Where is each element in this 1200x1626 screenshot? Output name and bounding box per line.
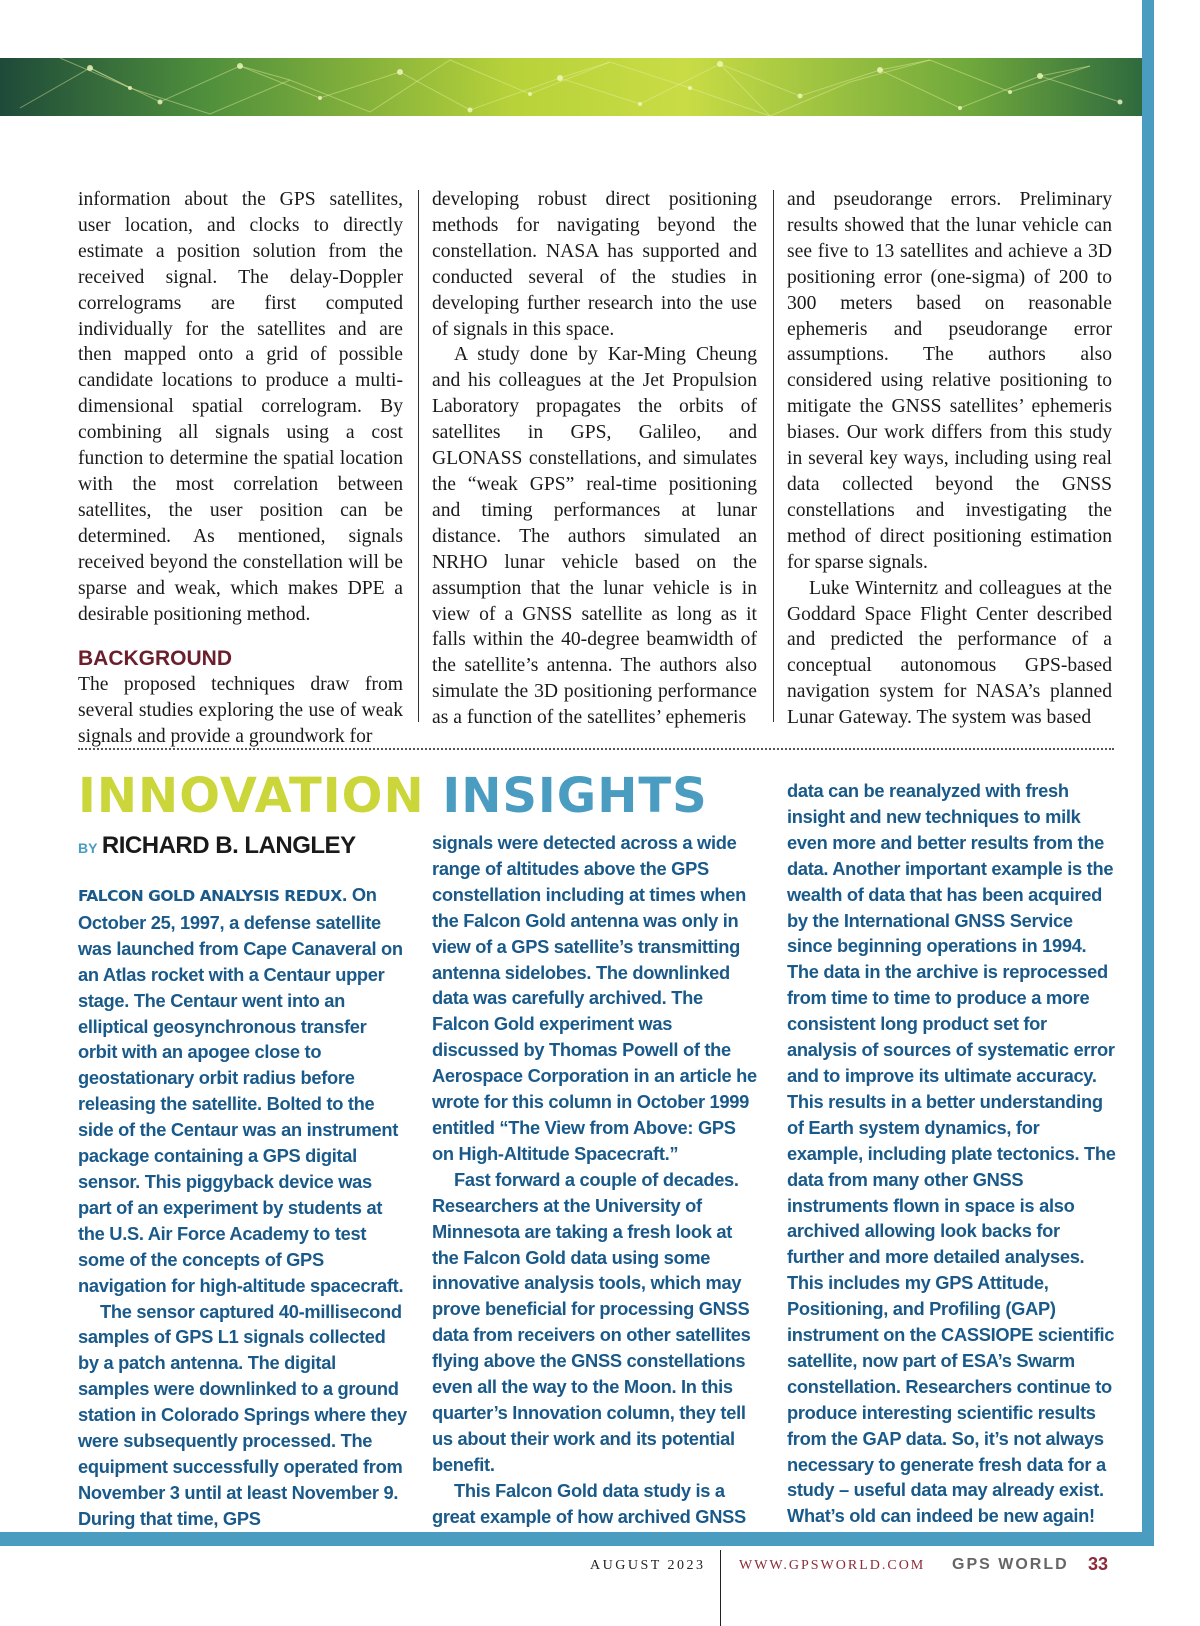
issue-date: AUGUST 2023 xyxy=(590,1558,706,1573)
section-separator xyxy=(78,748,1114,750)
byline-prefix: BY xyxy=(78,840,98,856)
paragraph: The proposed techniques draw from several studies exploring the use of weak signals and provide a groundwork for xyxy=(78,674,403,748)
header-decorative-band xyxy=(0,58,1142,116)
article-column-3 xyxy=(787,187,1112,727)
article-column-1 xyxy=(78,187,403,748)
paragraph: A study done by Kar-Ming Cheung and his colleagues at the Jet Propulsion Laboratory propagates the orbits of satellites in GPS, Galileo, and GLONASS constellations, and simulates the “weak GPS” real-time positioning and timing performances at lunar distance. The authors simulated an NRHO lunar vehicle based on the assumption that the lunar vehicle is in view of a GNSS satellite as long as it falls within the 40-degree beamwidth of the satellite’s antenna. The authors also simulate the 3D positioning performance as a function of the satellites’ ephemeris xyxy=(432,344,757,729)
byline xyxy=(78,832,356,860)
paragraph: data can be reanalyzed with fresh insight and new techniques to milk even more and better results from the data. Another important example is the wealth of data that has been acquired by the International GNSS Service since beginning operations in 1994. The data in the archive is reprocessed from time to time to produce a more consistent long product set for analysis of sources of systematic error and to improve its ultimate accuracy. This results in a better understanding of Earth system dynamics, for example, including plate tectonics. The data from many other GNSS instruments flown in space is also archived allowing look backs for further and more detailed analyses. This includes my GPS Attitude, Positioning, and Profiling (GAP) instrument on the CASSIOPE scientific satellite, now part of ESA’s Swarm constellation. Researchers continue to produce interesting scientific results from the GAP data. So, it’s not always necessary to generate fresh data for a study – useful data may already exist. What’s old can indeed be new again! xyxy=(787,780,1116,1527)
paragraph: information about the GPS satellites, user location, and clocks to directly estimate a position solution from the received signal. The delay-Doppler correlograms are first computed individually for the satellites and are then mapped onto a grid of possible candidate locations to produce a multi-dimensional spatial correlogram. By combining all signals using a cost function to determine the spatial location with the most correlation between satellites, the user position can be determined. As mentioned, signals received beyond the constellation will be sparse and weak, which makes DPE a desirable positioning method. xyxy=(78,189,403,625)
sidebar-bottom-bar xyxy=(0,1532,1154,1546)
paragraph: Fast forward a couple of decades. Researchers at the University of Minnesota are taking a fresh look at the Falcon Gold data using some innovative analysis tools, which may prove beneficial for processing GNSS data from receivers on other satellites flying above the GNSS constellations even all the way to the Moon. In this quarter’s Innovation column, they tell us about their work and its potential benefit. xyxy=(432,1168,751,1475)
title-word-1: INNOVATION xyxy=(78,768,425,824)
website-url: WWW.GPSWORLD.COM xyxy=(739,1558,926,1573)
page-number: 33 xyxy=(1088,1554,1109,1574)
paragraph xyxy=(78,882,408,1299)
network-graphic xyxy=(0,58,1142,116)
paragraph: This Falcon Gold data study is a great example of how archived GNSS xyxy=(432,1479,746,1527)
section-heading: BACKGROUND xyxy=(78,647,232,671)
insights-title xyxy=(78,768,708,824)
article-column-2 xyxy=(432,187,757,727)
author-name: RICHARD B. LANGLEY xyxy=(101,832,356,859)
paragraph: developing robust direct positioning methods for navigating beyond the constellation. NASA has supported and conducted several of the studies in developing further research into the use of signals in this space. xyxy=(432,189,757,340)
insights-column-1 xyxy=(78,882,408,1532)
footer-divider xyxy=(720,1550,721,1626)
lead-in: FALCON GOLD ANALYSIS REDUX. xyxy=(78,887,348,905)
paragraph-text: On October 25, 1997, a defense satellite was launched from Cape Canaveral on an Atlas rocket with a Centaur upper stage. The Centaur went into an elliptical geosynchronous transfer orbit with an apogee close to geostationary orbit radius before releasing the satellite. Bolted to the side of the Centaur was an instrument package containing a GPS digital sensor. This piggyback device was part of an experiment by students at the U.S. Air Force Academy to test some of the concepts of GPS navigation for high-altitude spacecraft. xyxy=(78,884,404,1296)
paragraph: and pseudorange errors. Preliminary results showed that the lunar vehicle can see five to 13 satellites and achieve a 3D positioning error (one-sigma) of 200 to 300 meters based on reasonable ephemeris and pseudorange error assumptions. The authors also considered using relative positioning to mitigate the GNSS satellites’ ephemeris biases. Our work differs from this study in several key ways, including using real data collected beyond the GNSS constellations and investigating the method of direct positioning estimation for sparse signals. xyxy=(787,189,1112,573)
column-divider xyxy=(418,190,419,722)
column-divider xyxy=(773,190,774,722)
insights-column-3 xyxy=(787,778,1117,1529)
magazine-name: GPS WORLD xyxy=(952,1556,1069,1573)
paragraph: Luke Winternitz and colleagues at the Goddard Space Flight Center described and predicted the performance of a conceptual autonomous GPS-based navigation system for NASA’s planned Lunar Gateway. The system was based xyxy=(787,577,1112,729)
paragraph: The sensor captured 40-millisecond samples of GPS L1 signals collected by a patch antenna. The digital samples were downlinked to a ground station in Colorado Springs where they were subsequently processed. The equipment successfully operated from November 3 until at least November 9. During that time, GPS xyxy=(78,1300,407,1529)
paragraph: signals were detected across a wide range of altitudes above the GPS constellation including at times when the Falcon Gold antenna was only in view of a GPS satellite’s transmitting antenna sidelobes. The downlinked data was carefully archived. The Falcon Gold experiment was discussed by Thomas Powell of the Aerospace Corporation in an article he wrote for this column in October 1999 entitled “The View from Above: GPS on High-Altitude Spacecraft.” xyxy=(432,832,757,1164)
insights-column-2 xyxy=(432,830,762,1529)
title-word-2: INSIGHTS xyxy=(442,768,708,824)
page-edge-bar xyxy=(1142,0,1154,1546)
